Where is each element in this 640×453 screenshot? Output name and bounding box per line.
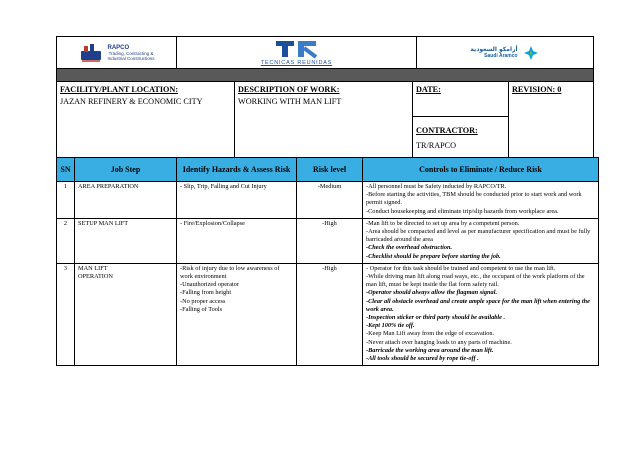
hazard-text: -Risk of injury due to low awareness of work environment (180, 264, 280, 281)
date-value (416, 96, 505, 108)
cell-sn (57, 263, 75, 365)
date-label: DATE: (416, 85, 441, 94)
hazard-text: -Unauthorized operator (180, 281, 239, 289)
work-description-label: DESCRIPTION OF WORK: (238, 85, 340, 94)
facility-value: JAZAN REFINERY & ECONOMIC CITY (60, 97, 203, 106)
col-header-sn: SN (57, 158, 75, 182)
cell-hazards (177, 263, 297, 365)
cell-job-step (75, 263, 177, 365)
sn-value: 2 (63, 219, 68, 227)
table-row (57, 182, 599, 219)
control-text: -While driving man lift along road ways, etc., the occupant of the work platform of the man lift, must be kept inside the flat form safety rail. (366, 273, 585, 289)
rapco-logo (57, 37, 177, 68)
logo-strip (57, 37, 593, 69)
contractor-value: TR/RAPCO (416, 141, 457, 150)
risk-level-text: -High (322, 264, 337, 272)
control-text: -Check the overhead obstruction. (366, 244, 453, 252)
control-text: -Operator should always allow the flagman signal. (366, 289, 498, 297)
header-info-grid (57, 82, 593, 157)
revision-label: REVISION: 0 (512, 85, 562, 94)
sn-value: 1 (63, 183, 68, 190)
sn-value: 3 (63, 264, 68, 272)
control-text: -Before starting the activities, TBM should be conducted prior to start work and work permit signed. (366, 191, 582, 207)
tr-emblem-icon (274, 39, 320, 59)
contractor-label: CONTRACTOR: (416, 126, 478, 135)
table-row (57, 218, 599, 263)
cell-controls (363, 263, 599, 365)
facility-label: FACILITY/PLANT LOCATION: (60, 85, 179, 94)
control-text: -All tools should be secured by rope tie-off . (366, 355, 479, 363)
table-header-row (57, 158, 599, 182)
tecnicas-reunidas-logo (177, 37, 417, 68)
work-description-value: WORKING WITH MAN LIFT (238, 97, 342, 106)
work-description-cell (235, 82, 413, 157)
aramco-arabic-name: أرامكو السعودية (470, 46, 518, 53)
table-body (57, 182, 599, 366)
col-header-job-step: Job Step (75, 158, 177, 182)
cell-risk-level (297, 263, 363, 365)
control-text: -Area should be compacted and level as per manufacturer specification and must be fully barricaded around the area (366, 228, 591, 244)
control-text: -Barricade the working area around the man lift. (366, 346, 494, 354)
cell-risk-level (297, 218, 363, 263)
rapco-emblem-icon (78, 42, 104, 64)
control-text: -Man lift to be directed to set up area by a competent person. (366, 219, 520, 227)
header-divider-band (57, 69, 593, 82)
cell-job-step (75, 182, 177, 219)
control-text: -Checklist should be prepare before starting the job. (366, 252, 501, 260)
control-text: -Clear all obstacle overhead and create ample space for the man lift when entering the work area. (366, 297, 590, 313)
col-header-risk-level: Risk level (297, 158, 363, 182)
hazard-text: -Falling from height (180, 289, 232, 297)
hazard-text: - Fire/Explosion/Collapse (180, 219, 245, 227)
cell-job-step (75, 218, 177, 263)
job-step-text: OPERATION (78, 273, 113, 281)
hazard-text: - Slip, Trip, Falling and Cut Injury (180, 183, 267, 190)
cell-controls (363, 182, 599, 219)
date-contractor-cell (413, 82, 509, 157)
col-header-controls: Controls to Eliminate / Reduce Risk (363, 158, 599, 182)
table-row (57, 263, 599, 365)
control-text: -Kept 100% tie off. (366, 322, 415, 330)
control-text: -Never attach over hanging loads to any parts of machine. (366, 338, 512, 346)
hazard-text: -Falling of Tools (180, 305, 223, 313)
job-step-text: SETUP MAN LIFT (78, 219, 129, 227)
cell-controls (363, 218, 599, 263)
tr-wordmark: TECNICAS REUNIDAS (260, 60, 333, 66)
risk-assessment-table (56, 157, 599, 366)
revision-cell (509, 82, 593, 157)
control-text: -Conduct housekeeping and eliminate trip/slip hazards from workplace area. (366, 207, 559, 215)
rapco-name: RAPCO (107, 44, 130, 51)
risk-level-text: -Medium (317, 183, 342, 190)
risk-level-text: -High (322, 219, 337, 227)
rapco-tagline-1: Trading, Contracting & (108, 50, 154, 56)
job-step-text: AREA PREPARATION (78, 183, 139, 190)
facility-cell (57, 82, 235, 157)
control-text: -Inspection sticker or third party should be available . (366, 314, 506, 322)
saudi-aramco-logo (417, 37, 593, 68)
cell-risk-level (297, 182, 363, 219)
col-header-hazards: Identify Hazards & Assess Risk (177, 158, 297, 182)
hazard-text: -No proper access (180, 297, 226, 305)
control-text: -Keep Man Lift away from the edge of excavation. (366, 330, 495, 338)
cell-hazards (177, 182, 297, 219)
cell-sn (57, 182, 75, 219)
job-step-text: MAN LIFT (78, 264, 108, 272)
control-text: - Operator for this task should be trained and competent to use the man lift. (366, 264, 556, 272)
rapco-tagline-2: Industrial Constructions (107, 55, 155, 61)
control-text: -All personnel must be Safety inducted by RAPCO/TR. (366, 183, 507, 190)
cell-sn (57, 218, 75, 263)
aramco-english-name: Saudi Aramco (484, 53, 518, 59)
document-header (56, 36, 594, 158)
cell-hazards (177, 218, 297, 263)
aramco-star-icon (522, 44, 540, 62)
